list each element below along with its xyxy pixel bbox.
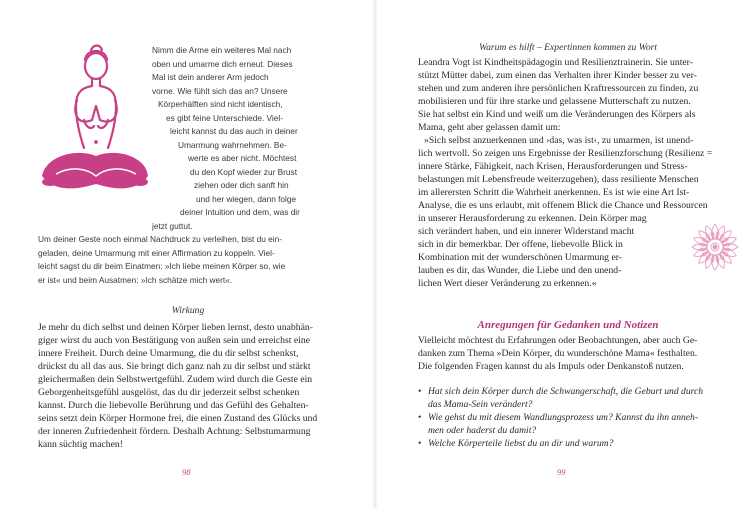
- text-line: kannst. Durch die liebevolle Berührung und das Gefühl des Gehalten-: [38, 400, 309, 411]
- text-line: und her wiegen, dann folge: [196, 193, 297, 204]
- experts-body: [418, 56, 718, 290]
- text-line: Geborgenheitsgefühl ausgelöst, das du dir jederzeit selbst schenken: [38, 387, 300, 398]
- text-line: jetzt guttut.: [152, 220, 193, 231]
- text-line: es gibt feine Unterschiede. Viel-: [166, 112, 283, 123]
- text-line: Vielleicht möchtest du Erfahrungen oder Beobachtungen, aber auch Ge-: [418, 335, 698, 346]
- text-line: leicht kannst du das auch in deiner: [170, 126, 298, 136]
- text-line: Um deiner Geste noch einmal Nachdruck zu verleihen, bist du ein-: [38, 234, 282, 244]
- text-line: leicht sagst du dir beim Einatmen: »Ich liebe meinen Körper so, wie: [38, 261, 286, 271]
- list-item: [418, 437, 718, 450]
- text-line: Mama, geht aber gelassen damit um:: [418, 122, 561, 133]
- text-line: mobilisieren und für ihre starke und gelassene Mutterschaft zu nutzen.: [418, 96, 691, 107]
- text-line: Die folgenden Fragen kannst du als Impuls oder Denkanstoß nutzen.: [418, 361, 684, 372]
- text-line: vorne. Wie fühlt sich das an? Unsere: [152, 85, 288, 96]
- text-line: werte es aber nicht. Möchtest: [188, 153, 297, 163]
- text-line: Sie hat selbst ein Kind und weiß um die Veränderungen des Körpers als: [418, 109, 696, 120]
- text-line: seins setzt dein Körper Hormone frei, die einen Zustand des Glücks und: [38, 413, 318, 424]
- text-line: innere Freiheit. Durch deine Umarmung, die du dir selbst schenkst,: [38, 348, 299, 359]
- text-line: der inneren Zufriedenheit fördern. Deshalb Achtung: Selbstumarmung: [38, 426, 311, 437]
- text-line: ziehen oder dich sanft hin: [194, 180, 289, 190]
- text-line: stehen und zum anderen ihre persönlichen Kraftressourcen zu finden, zu: [418, 83, 699, 94]
- question-line: das Mama-Sein verändert?: [428, 399, 533, 410]
- page-number-left: 98: [182, 467, 191, 477]
- mandala-ornament: [690, 222, 740, 272]
- wirkung-body: [38, 321, 338, 451]
- question-line: Welche Körperteile liebst du an dir und warum?: [428, 438, 614, 449]
- text-line: stützt Mütter dabei, zum einen das Verhalten ihrer Kinder besser zu ver-: [418, 70, 697, 81]
- quote-line: sich in dir bemerkbar. Der offene, liebevolle Blick in: [418, 239, 623, 250]
- text-line: du den Kopf wieder zur Brust: [190, 166, 297, 177]
- question-line: men oder haderst du damit?: [428, 425, 537, 436]
- notes-intro: [418, 334, 718, 373]
- quote-line: lich wertvoll. So zeigen uns Ergebnisse der Resilienzforschung (Resilienz =: [418, 148, 713, 159]
- text-line: gleichermaßen dein Selbstwertgefühl. Zudem wird durch die Geste ein: [38, 374, 313, 385]
- notes-heading: Anregungen für Gedanken und Notizen: [477, 319, 659, 331]
- quote-line: »Sich selbst anzuerkennen und ›das, was ist‹, zu umarmen, ist unend-: [424, 135, 694, 146]
- text-line: Körperhälften sind nicht identisch,: [158, 99, 283, 109]
- section-heading-wirkung: Wirkung: [171, 305, 205, 316]
- text-line: Leandra Vogt ist Kindheitspädagogin und Resilienztrainerin. Sie unter-: [418, 57, 693, 68]
- quote-line: lauben es dir, das Wunder, die Liebe und den unend-: [418, 265, 622, 276]
- text-line: drückst du all das aus. Sie bringt dich ganz nah zu dir selbst und stärkt: [38, 361, 311, 372]
- page-number-right: 99: [557, 467, 566, 477]
- text-line: geladen, deine Umarmung mit einer Affirmation zu koppeln. Viel-: [38, 247, 275, 258]
- question-line: Hat sich dein Körper durch die Schwangerschaft, die Geburt und durch: [428, 386, 704, 397]
- quote-line: in unserer Herausforderung zu erkennen. Dein Körper mag: [418, 213, 647, 224]
- text-line: er ist« und beim Ausatmen: »Ich schätze mich wert«.: [38, 274, 233, 285]
- section-heading-experts: Warum es hilft – Expertinnen kommen zu Wort: [478, 42, 658, 53]
- quote-line: belastungen mit Lebensfreude weiterzugehen), dass resiliente Menschen: [418, 174, 699, 185]
- list-item: [418, 411, 718, 437]
- text-line: Umarmung wahrnehmen. Be-: [178, 139, 287, 150]
- text-line: Je mehr du dich selbst und deinen Körper lieben lernst, desto unabhän-: [38, 322, 313, 333]
- quote-line: sich verändert haben, und ein innerer Widerstand macht: [418, 226, 635, 237]
- quote-line: Kombination mit der wunderschönen Umarmung er-: [418, 252, 623, 263]
- quote-line: Analyse, die es uns erlaubt, mit offenem Blick die Chance und Ressourcen: [418, 200, 708, 211]
- quote-line: im allerersten Schritt die Wahrheit anerkennen. Es ist wie eine Art Ist-: [418, 187, 690, 198]
- meditation-figure-illustration: [36, 36, 154, 202]
- question-line: Wie gehst du mit diesem Wandlungsprozess um? Kannst du ihn anneh-: [428, 412, 699, 423]
- text-line: Nimm die Arme ein weiteres Mal nach: [152, 45, 292, 55]
- quote-line: lichen Wert dieser Veränderung zu erkennen.«: [418, 278, 597, 289]
- text-line: Mal ist dein anderer Arm jedoch: [152, 72, 269, 82]
- question-list: [418, 385, 718, 450]
- text-line: kann süchtig machen!: [38, 439, 124, 450]
- quote-line: innere Stärke, Fähigkeit, nach Krisen, Herausforderungen und Stress-: [418, 161, 688, 172]
- book-gutter: [372, 0, 378, 508]
- text-line: giger wirst du auch von Bestätigung von außen sein und erreichst eine: [38, 335, 310, 346]
- list-item: [418, 385, 718, 411]
- text-line: danken zum Thema »Dein Körper, du wunderschöne Mama« festhalten.: [418, 348, 698, 359]
- legs-shape: [42, 153, 148, 188]
- text-line: oben und umarme dich erneut. Dieses: [152, 58, 293, 69]
- text-line: deiner Intuition und dem, was dir: [180, 207, 300, 217]
